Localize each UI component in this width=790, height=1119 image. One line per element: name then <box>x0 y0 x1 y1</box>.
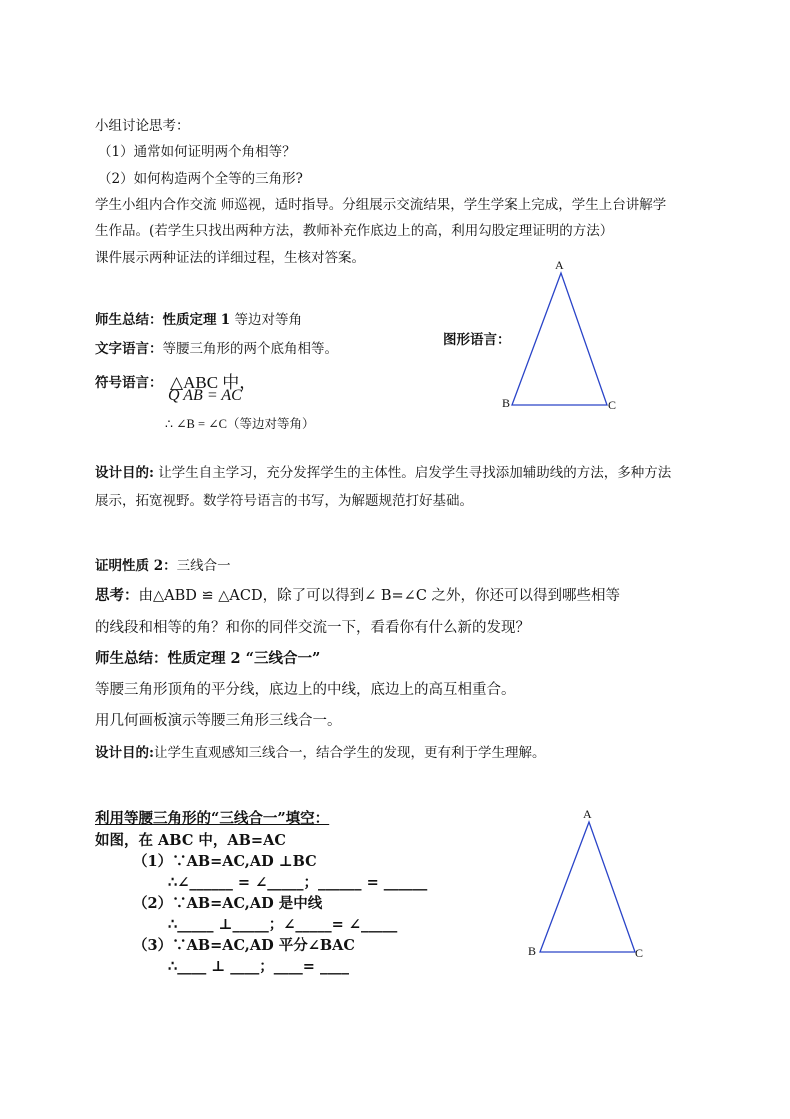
purpose1-label: 设计目的: <box>95 465 154 481</box>
think-label: 思考： <box>95 587 139 604</box>
triangle-2-shape <box>540 822 635 952</box>
theorem1-name: 等边对等角 <box>234 312 302 328</box>
theorem2-summary: 师生总结：性质定理 2 “三线合一” <box>95 650 321 667</box>
triangle-figure-1 <box>495 255 625 415</box>
triangle-2-label-a: A <box>583 807 592 821</box>
activity-line-2: 生作品。(若学生只找出两种方法，教师补充作底边上的高，利用勾股定理证明的方法） <box>95 223 614 239</box>
triangle-2-label-b: B <box>528 944 537 958</box>
theorem1-text-language <box>95 340 338 358</box>
exercise-title: 利用等腰三角形的“三线合一”填空： <box>95 810 330 827</box>
geometry-demo: 用几何画板演示等腰三角形三线合一。 <box>95 713 342 729</box>
exercise-item-3-answer: ∴____ ⊥ ____；____= ____ <box>168 958 349 975</box>
property2-heading <box>95 557 231 575</box>
symbol-line-3: ∴ ∠B = ∠C（等边对等角） <box>165 417 315 431</box>
exercise-item-2-answer: ∴_____ ⊥_____；∠_____= ∠_____ <box>168 916 398 933</box>
symbol-language-label: 符号语言： <box>95 375 163 391</box>
triangle-1-label-a: A <box>555 258 564 272</box>
purpose2-line <box>95 744 545 762</box>
purpose2-text: 让学生直观感知三线合一，结合学生的发现，更有利于学生理解。 <box>153 745 546 761</box>
purpose1-line-1 <box>95 464 671 482</box>
theorem1-heading <box>95 311 302 329</box>
activity-line-1: 学生小组内合作交流 师巡视，适时指导。分组展示交流结果，学生学案上完成，学生上台讲解学 <box>95 197 667 213</box>
graphic-language-label: 图形语言： <box>443 332 511 348</box>
purpose1-text-1: 让学生自主学习，充分发挥学生的主体性。启发学生寻找添加辅助线的方法，多种方法 <box>158 465 672 481</box>
exercise-intro: 如图，在 ABC 中，AB=AC <box>95 832 286 849</box>
property2-heading-bold: 证明性质 2： <box>95 558 177 574</box>
theorem1-number: 1 <box>220 312 231 328</box>
triangle-1-label-c: C <box>608 398 617 412</box>
exercise-item-2: （2）∵AB=AC,AD 是中线 <box>133 895 323 912</box>
courseware-line: 课件展示两种证法的详细过程，生核对答案。 <box>95 250 365 266</box>
symbol-line-2: Q AB = AC <box>168 387 242 404</box>
theorem2-statement: 等腰三角形顶角的平分线，底边上的中线，底边上的高互相重合。 <box>95 682 516 698</box>
triangle-2-label-c: C <box>635 946 644 960</box>
purpose1-line-2: 展示，拓宽视野。数学符号语言的书写，为解题规范打好基础。 <box>95 493 473 509</box>
text-language-label: 文字语言： <box>95 341 163 357</box>
triangle-figure-2 <box>522 800 652 965</box>
purpose2-label: 设计目的: <box>95 745 154 761</box>
theorem1-heading-bold: 师生总结：性质定理 <box>95 312 217 328</box>
exercise-item-1: （1）∵AB=AC,AD ⊥BC <box>133 853 317 870</box>
discussion-heading: 小组讨论思考： <box>95 118 190 134</box>
exercise-item-1-answer: ∴∠______ = ∠_____；______ = ______ <box>168 874 428 891</box>
question-2: （2）如何构造两个全等的三角形? <box>98 171 303 187</box>
text-language-value: 等腰三角形的两个底角相等。 <box>162 341 338 357</box>
exercise-item-3: （3）∵AB=AC,AD 平分∠BAC <box>133 937 355 954</box>
symbol-line-1: △ABC 中， <box>170 373 257 392</box>
property2-name: 三线合一 <box>176 558 231 574</box>
question-1: （1）通常如何证明两个角相等？ <box>98 144 296 160</box>
think-line-1 <box>95 587 620 605</box>
think-line-2: 的线段和相等的角？和你的同伴交流一下，看看你有什么新的发现？ <box>95 620 530 636</box>
think-text-1: 由△ABD ≌ △ACD，除了可以得到∠ B=∠C 之外，你还可以得到哪些相等 <box>138 588 621 604</box>
triangle-1-shape <box>512 273 607 405</box>
triangle-1-label-b: B <box>502 396 511 410</box>
